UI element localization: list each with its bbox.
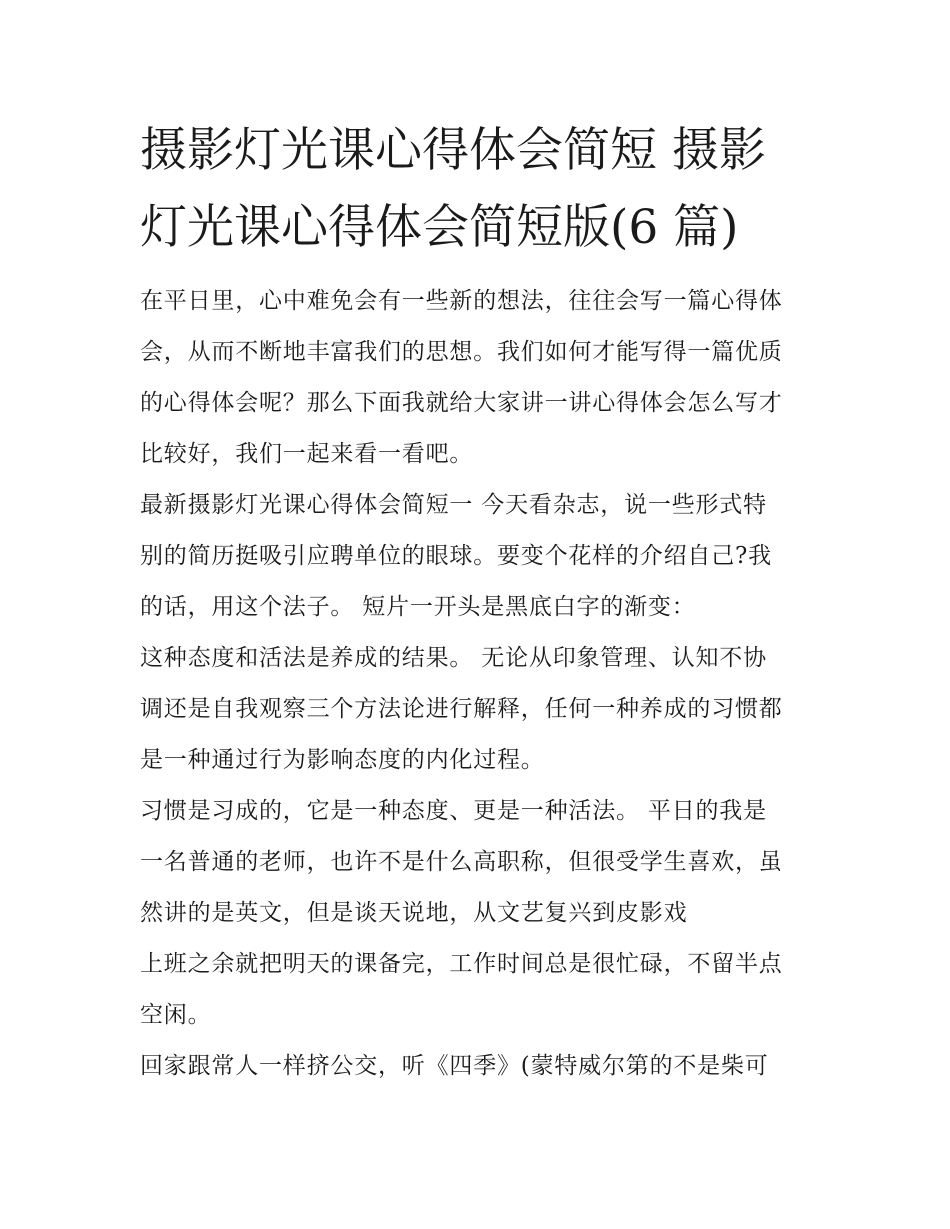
paragraph-habit (140, 786, 820, 939)
paragraph-attitude (140, 633, 820, 786)
text-line: 会，从而不断地丰富我们的思想。我们如何才能写得一篇优质 (140, 339, 783, 365)
paragraph-section-one (140, 480, 820, 633)
paragraph-commute (140, 1041, 820, 1092)
title-line: 摄影灯光课心得体会简短 摄影 (140, 123, 766, 178)
text-line: 这种态度和活法是养成的结果。 无论从印象管理、认知不协 (140, 645, 767, 671)
paragraph-work (140, 939, 820, 1041)
text-line: 是一种通过行为影响态度的内化过程。 (140, 747, 545, 773)
text-line: 的心得体会呢？那么下面我就给大家讲一讲心得体会怎么写才 (140, 390, 783, 416)
document-body (140, 276, 820, 1092)
text-line: 的话，用这个法子。 短片一开头是黑底白字的渐变： (140, 594, 696, 620)
text-line: 上班之余就把明天的课备完，工作时间总是很忙碌，不留半点 (140, 951, 783, 977)
text-line: 最新摄影灯光课心得体会简短一 今天看杂志，说一些形式特 (140, 492, 767, 518)
text-line: 别的简历挺吸引应聘单位的眼球。要变个花样的介绍自己?我 (140, 543, 772, 569)
document-title (140, 112, 820, 266)
text-line: 习惯是习成的，它是一种态度、更是一种活法。 平日的我是 (140, 798, 767, 824)
text-line: 调还是自我观察三个方法论进行解释，任何一种养成的习惯都 (140, 696, 783, 722)
text-line: 空闲。 (140, 1002, 212, 1028)
title-line: 灯光课心得体会简短版(6 篇) (140, 200, 739, 255)
document-page (140, 112, 820, 1092)
text-line: 然讲的是英文，但是谈天说地，从文艺复兴到皮影戏 (140, 900, 688, 926)
text-line: 回家跟常人一样挤公交，听《四季》(蒙特威尔第的不是柴可 (140, 1053, 769, 1079)
text-line: 一名普通的老师，也许不是什么高职称，但很受学生喜欢，虽 (140, 849, 783, 875)
text-line: 在平日里，心中难免会有一些新的想法，往往会写一篇心得体 (140, 288, 783, 314)
text-line: 比较好，我们一起来看一看吧。 (140, 441, 474, 467)
paragraph-intro (140, 276, 820, 480)
